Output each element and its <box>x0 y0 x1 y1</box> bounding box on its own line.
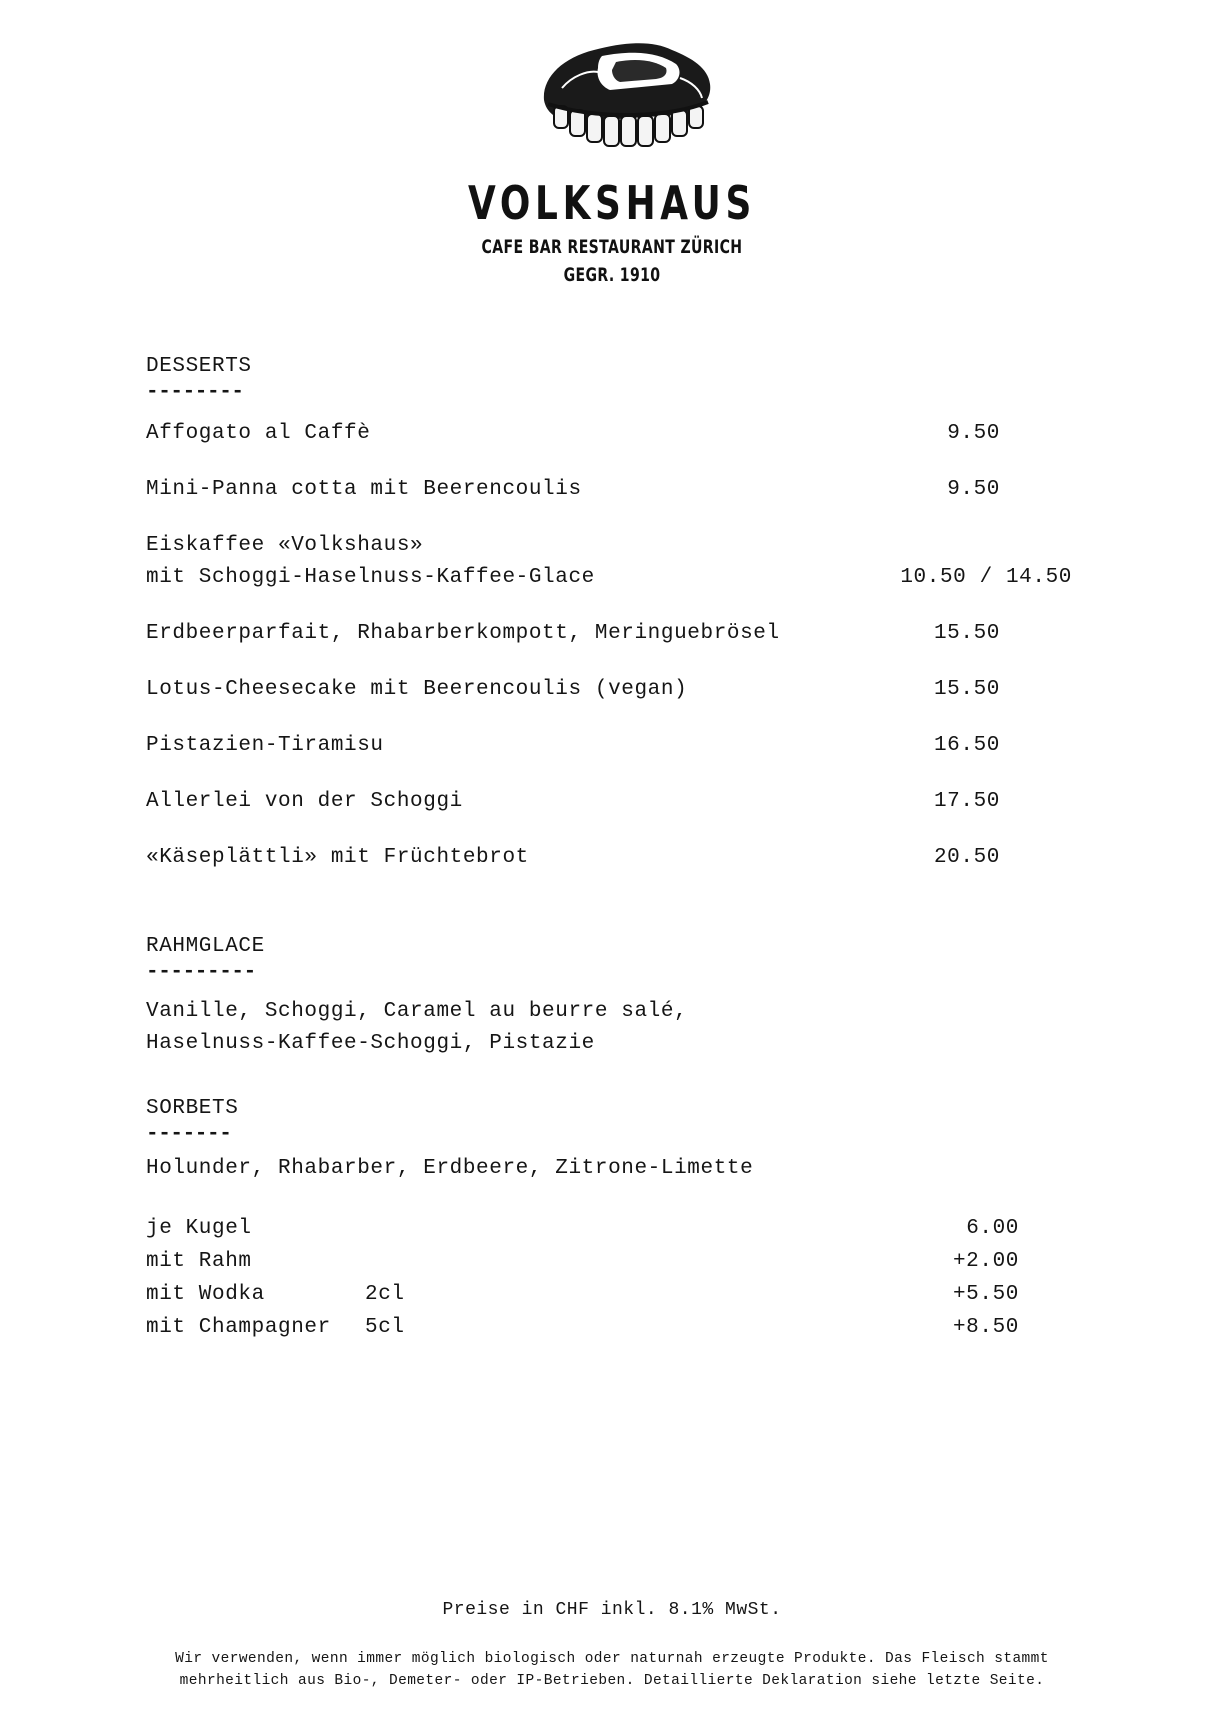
item-name: Lotus-Cheesecake mit Beerencoulis (vegan) <box>146 678 688 701</box>
item-name: Eiskaffee «Volkshaus» <box>146 534 424 557</box>
price-row-value: +8.50 <box>952 1316 1019 1339</box>
price-row-value: +2.00 <box>952 1250 1019 1273</box>
item-name: «Käseplättli» mit Früchtebrot <box>146 846 529 869</box>
item-name: Erdbeerparfait, Rhabarberkompott, Meringuebrösel <box>146 622 780 645</box>
founded-year: GEGR. 1910 <box>563 264 661 286</box>
price-row-label: mit Wodka <box>146 1283 265 1306</box>
price-row-label: mit Rahm <box>146 1250 252 1273</box>
item-price: 10.50 / 14.50 <box>900 566 1072 589</box>
price-row-quantity: 5cl <box>365 1316 405 1339</box>
item-price: 20.50 <box>933 846 1000 869</box>
item-description: mit Schoggi-Haselnuss-Kaffee-Glace <box>146 566 595 589</box>
section-rule: ------- <box>146 1123 232 1146</box>
organic-note-line-1: Wir verwenden, wenn immer möglich biologisch oder naturnah erzeugte Produkte. Das Fleisch stammt <box>175 1651 1049 1667</box>
item-price: 16.50 <box>933 734 1000 757</box>
section-heading-sorbets: SORBETS <box>146 1097 239 1120</box>
price-row-quantity: 2cl <box>365 1283 405 1306</box>
item-name: Affogato al Caffè <box>146 422 371 445</box>
brand-subtitle: CAFE BAR RESTAURANT ZÜRICH <box>481 236 743 258</box>
price-row-value: 6.00 <box>966 1217 1019 1240</box>
price-row-label: mit Champagner <box>146 1316 331 1339</box>
price-row-value: +5.50 <box>952 1283 1019 1306</box>
section-rule: -------- <box>146 381 244 404</box>
item-price: 15.50 <box>933 678 1000 701</box>
brand-name: VOLKSHAUS <box>468 176 756 230</box>
teeth-icon <box>532 28 722 156</box>
prices-note: Preise in CHF inkl. 8.1% MwSt. <box>442 1600 782 1620</box>
item-price: 9.50 <box>947 422 1000 445</box>
item-name: Allerlei von der Schoggi <box>146 790 463 813</box>
item-name: Mini-Panna cotta mit Beerencoulis <box>146 478 582 501</box>
price-row-label: je Kugel <box>146 1217 252 1240</box>
menu-header <box>0 0 1224 300</box>
organic-note-line-2: mehrheitlich aus Bio-, Demeter- oder IP-Betrieben. Detaillierte Deklaration siehe letzte Seite. <box>179 1673 1045 1689</box>
item-price: 17.50 <box>933 790 1000 813</box>
section-rule: --------- <box>146 961 256 984</box>
item-price: 9.50 <box>947 478 1000 501</box>
flavor-list: Holunder, Rhabarber, Erdbeere, Zitrone-Limette <box>146 1157 754 1180</box>
section-heading-rahmglace: RAHMGLACE <box>146 935 265 958</box>
item-name: Pistazien-Tiramisu <box>146 734 384 757</box>
flavor-list: Vanille, Schoggi, Caramel au beurre salé, <box>146 1000 688 1023</box>
flavor-list: Haselnuss-Kaffee-Schoggi, Pistazie <box>146 1032 595 1055</box>
section-heading-desserts: DESSERTS <box>146 355 252 378</box>
item-price: 15.50 <box>933 622 1000 645</box>
